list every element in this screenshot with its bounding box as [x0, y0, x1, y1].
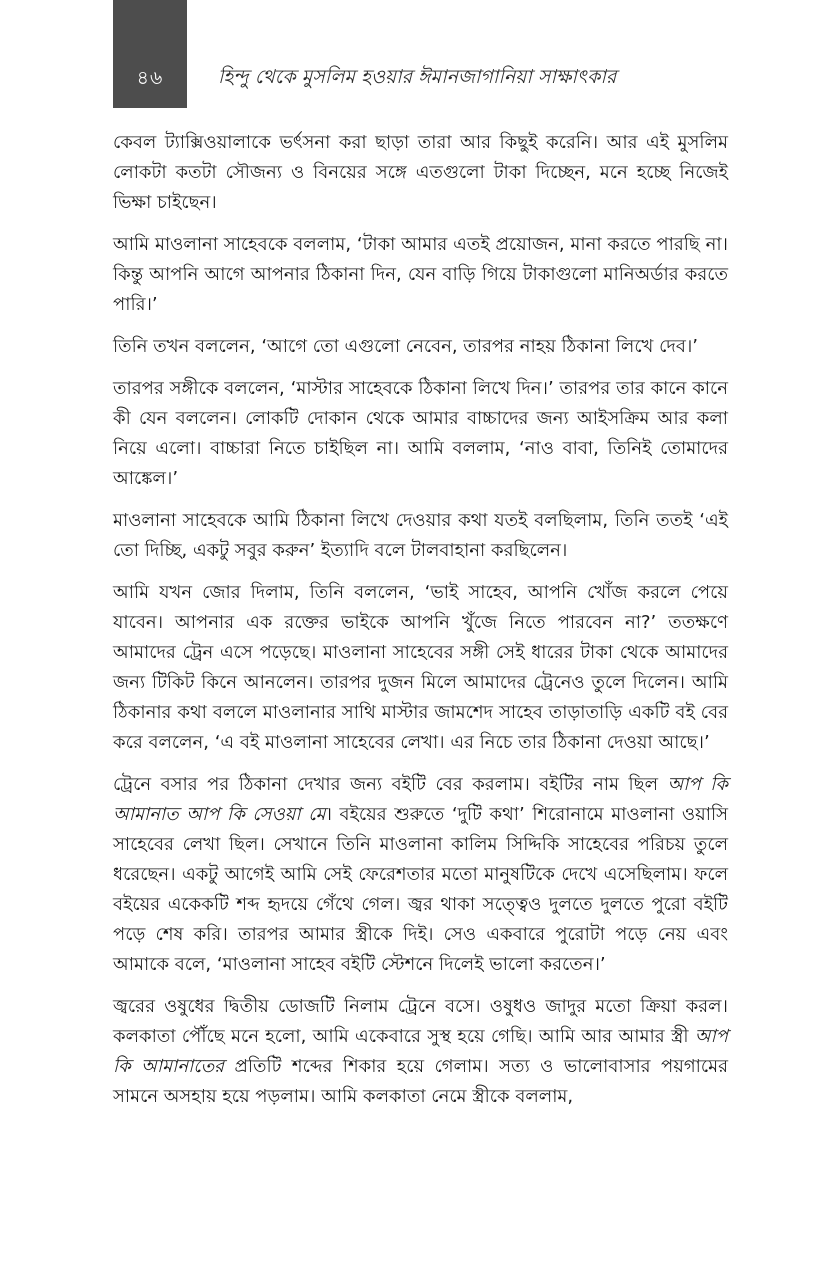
paragraph [113, 992, 728, 1112]
paragraph [113, 770, 728, 980]
paragraph: আমি যখন জোর দিলাম, তিনি বললেন, ‘ভাই সাহেব, আপনি খোঁজ করলে পেয়ে যাবেন। আপনার এক রক্তের ভাইকে আপনি খুঁজে নিতে পারবেন না?’ ততক্ষণে আমাদের ট্রেন এসে পড়েছে। মাওলানা সাহেবের সঙ্গী সেই ধারের টাকা থেকে আমাদের জন্য টিকিট কিনে আনলেন। তারপর দুজন মিলে আমাদের ট্রেনেও তুলে দিলেন। আমি ঠিকানার কথা বললে মাওলানার সাথি মাস্টার জামশেদ সাহেব তাড়াতাড়ি একটি বই বের করে বললেন, ‘এ বই মাওলানা সাহেবের লেখা। এর নিচে তার ঠিকানা দেওয়া আছে।’ [113, 582, 728, 753]
running-header-title: হিন্দু থেকে মুসলিম হওয়ার ঈমানজাগানিয়া সাক্ষাৎকার [218, 66, 617, 88]
paragraph-text: । বইয়ের শুরুতে ‘দুটি কথা’ শিরোনামে মাওলানা ওয়াসি সাহেবের লেখা ছিল। সেখানে তিনি মাওলানা কালিম সিদ্দিকি সাহেবের পরিচয় তুলে ধরেছেন। একটু আগেই আমি সেই ফেরেশতার মতো মানুষটিকে দেখে এসেছিলাম। ফলে বইয়ের একেকটি শব্দ হৃদয়ে গেঁথে গেল। জ্বর থাকা সত্ত্বেও দুলতে দুলতে পুরো বইটি পড়ে শেষ করি। তারপর আমার স্ত্রীকে দিই। সেও একবারে পুরোটা পড়ে নেয় এবং আমাকে বলে, ‘মাওলানা সাহেব বইটি স্টেশনে দিলেই ভালো করতেন।’ [113, 804, 728, 975]
book-title: আপ কি আমানাতের [113, 1026, 728, 1077]
paragraph-text: প্রতিটি শব্দের শিকার হয়ে গেলাম। সত্য ও ভালোবাসার পয়গামের সামনে অসহায় হয়ে পড়লাম। আমি কলকাতা নেমে স্ত্রীকে বললাম, [113, 1056, 728, 1107]
paragraph: আমি মাওলানা সাহেবকে বললাম, ‘টাকা আমার এতই প্রয়োজন, মানা করতে পারছি না। কিন্তু আপনি আগে আপনার ঠিকানা দিন, যেন বাড়ি গিয়ে টাকাগুলো মানিঅর্ডার করতে পারি।’ [113, 234, 728, 315]
page-number: ৪৬ [136, 67, 164, 89]
paragraph: মাওলানা সাহেবকে আমি ঠিকানা লিখে দেওয়ার কথা যতই বলছিলাম, তিনি ততই ‘এই তো দিচ্ছি, একটু সবুর করুন’ ইত্যাদি বলে টালবাহানা করছিলেন। [113, 510, 728, 561]
paragraph-text: জ্বরের ওষুধের দ্বিতীয় ডোজটি নিলাম ট্রেনে বসে। ওষুধও জাদুর মতো ক্রিয়া করল। কলকাতা পৌঁছে মনে হলো, আমি একেবারে সুস্থ হয়ে গেছি। আমি আর আমার স্ত্রী [113, 996, 728, 1047]
book-title: আপ কি আমানাত আপ কি সেওয়া মে [113, 774, 728, 825]
body-text [113, 128, 728, 1124]
paragraph: তিনি তখন বললেন, ‘আগে তো এগুলো নেবেন, তারপর নাহয় ঠিকানা লিখে দেব।’ [113, 336, 699, 357]
paragraph: তারপর সঙ্গীকে বললেন, ‘মাস্টার সাহেবকে ঠিকানা লিখে দিন।’ তারপর তার কানে কানে কী যেন বললেন। লোকটি দোকান থেকে আমার বাচ্চাদের জন্য আইসক্রিম আর কলা নিয়ে এলো। বাচ্চারা নিতে চাইছিল না। আমি বললাম, ‘নাও বাবা, তিনিই তোমাদের আঙ্কেল।’ [113, 378, 728, 489]
paragraph: কেবল ট্যাক্সিওয়ালাকে ভর্ৎসনা করা ছাড়া তারা আর কিছুই করেনি। আর এই মুসলিম লোকটা কতটা সৌজন্য ও বিনয়ের সঙ্গে এতগুলো টাকা দিচ্ছেন, মনে হচ্ছে নিজেই ভিক্ষা চাইছেন। [113, 132, 728, 213]
paragraph-text: ট্রেনে বসার পর ঠিকানা দেখার জন্য বইটি বের করলাম। বইটির নাম ছিল [113, 774, 668, 795]
page-number-tab [113, 0, 187, 108]
